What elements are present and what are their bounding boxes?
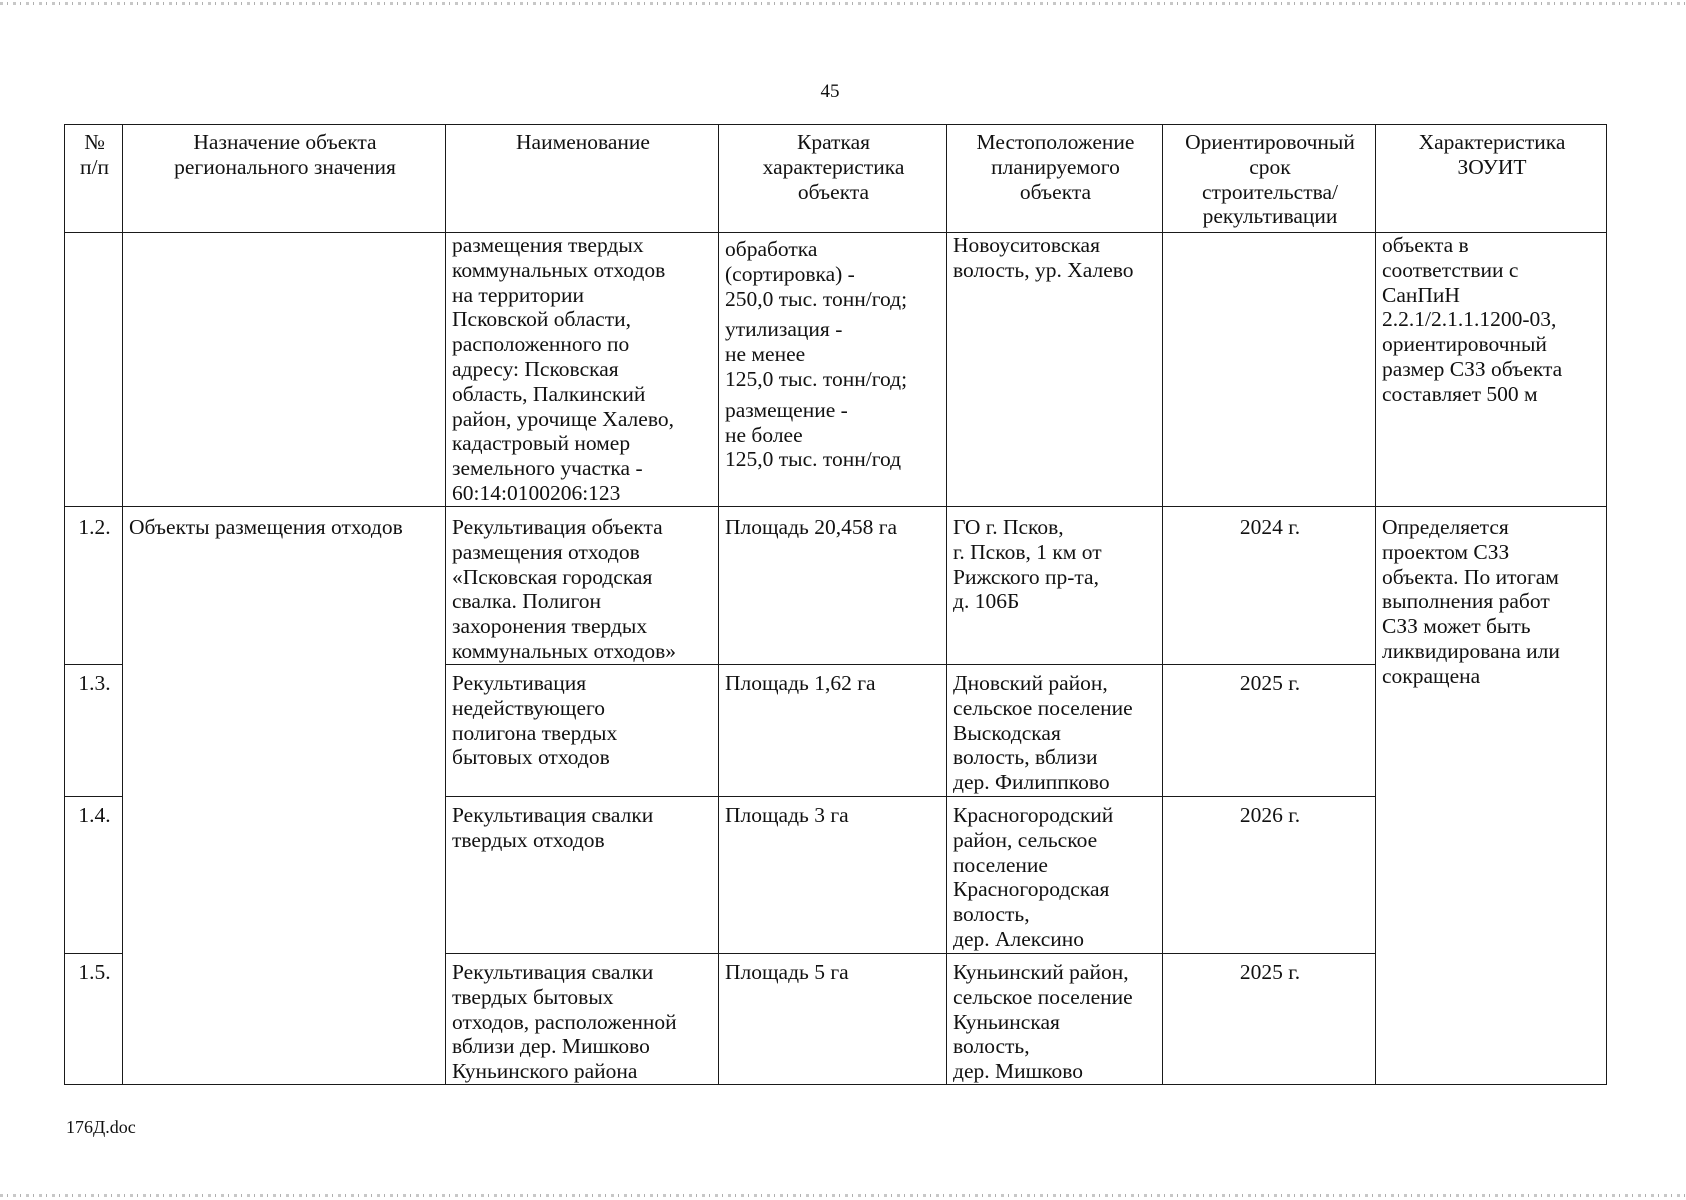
header-row <box>65 125 1607 233</box>
cell-num: 1.3. <box>65 665 123 797</box>
header-zouit: Характеристика ЗОУИТ <box>1376 125 1607 233</box>
cell-name: Рекультивация свалки твердых отходов <box>446 797 719 954</box>
table-row-continuation <box>65 233 1607 507</box>
cell-zouit: Определяется проектом СЗЗ объекта. По итогам выполнения работ СЗЗ может быть ликвидирована или сокращена <box>1376 507 1607 1085</box>
scan-edge-bottom <box>0 1194 1686 1197</box>
page-number: 45 <box>820 81 840 102</box>
header-term: Ориентировочный срок строительства/ рекультивации <box>1163 125 1376 233</box>
header-num: № п/п <box>65 125 123 233</box>
cell-num: 1.4. <box>65 797 123 954</box>
cell-name: Рекультивация свалки твердых бытовых отходов, расположенной вблизи дер. Мишково Куньинского района <box>446 954 719 1085</box>
brief-processing: обработка (сортировка) - 250,0 тыс. тонн/год; <box>725 237 908 311</box>
cell-brief: Площадь 3 га <box>719 797 947 954</box>
brief-utilization: утилизация - не менее 125,0 тыс. тонн/год; <box>725 317 908 391</box>
header-purpose: Назначение объекта регионального значения <box>123 125 446 233</box>
cell-location: Куньинский район, сельское поселение Куньинская волость, дер. Мишково <box>947 954 1163 1085</box>
header-name: Наименование <box>446 125 719 233</box>
cell-brief <box>719 233 947 507</box>
footer-filename: 176Д.doc <box>66 1117 136 1137</box>
scan-edge-top <box>0 2 1686 5</box>
header-location: Местоположение планируемого объекта <box>947 125 1163 233</box>
header-brief: Краткая характеристика объекта <box>719 125 947 233</box>
cell-purpose: Объекты размещения отходов <box>123 507 446 1085</box>
cell-term: 2025 г. <box>1163 665 1376 797</box>
cell-location: Новоуситовская волость, ур. Халево <box>947 233 1163 507</box>
cell-num: 1.5. <box>65 954 123 1085</box>
cell-term: 2026 г. <box>1163 797 1376 954</box>
cell-purpose-empty <box>123 233 446 507</box>
cell-location: Дновский район, сельское поселение Выскодская волость, вблизи дер. Филиппково <box>947 665 1163 797</box>
cell-term: 2025 г. <box>1163 954 1376 1085</box>
cell-brief: Площадь 20,458 га <box>719 507 947 665</box>
cell-term: 2024 г. <box>1163 507 1376 665</box>
cell-brief: Площадь 5 га <box>719 954 947 1085</box>
table-row <box>65 507 1607 665</box>
cell-zouit: объекта в соответствии с СанПиН 2.2.1/2.1.1.1200-03, ориентировочный размер СЗЗ объекта составляет 500 м <box>1376 233 1607 507</box>
cell-location: Красногородский район, сельское поселение Красногородская волость, дер. Алексино <box>947 797 1163 954</box>
cell-name: Рекультивация недействующего полигона твердых бытовых отходов <box>446 665 719 797</box>
cell-num-empty <box>65 233 123 507</box>
cell-num: 1.2. <box>65 507 123 665</box>
cell-name: Рекультивация объекта размещения отходов «Псковская городская свалка. Полигон захоронения твердых коммунальных отходов» <box>446 507 719 665</box>
objects-table <box>64 124 1607 1085</box>
cell-brief: Площадь 1,62 га <box>719 665 947 797</box>
brief-placement: размещение - не более 125,0 тыс. тонн/год <box>725 397 902 472</box>
cell-location: ГО г. Псков, г. Псков, 1 км от Рижского пр-та, д. 106Б <box>947 507 1163 665</box>
cell-term-empty <box>1163 233 1376 507</box>
cell-name: размещения твердых коммунальных отходов на территории Псковской области, расположенного по адресу: Псковская область, Палкинский район, урочище Халево, кадастровый номер земельного участка - 60:14:0100206:123 <box>446 233 719 507</box>
